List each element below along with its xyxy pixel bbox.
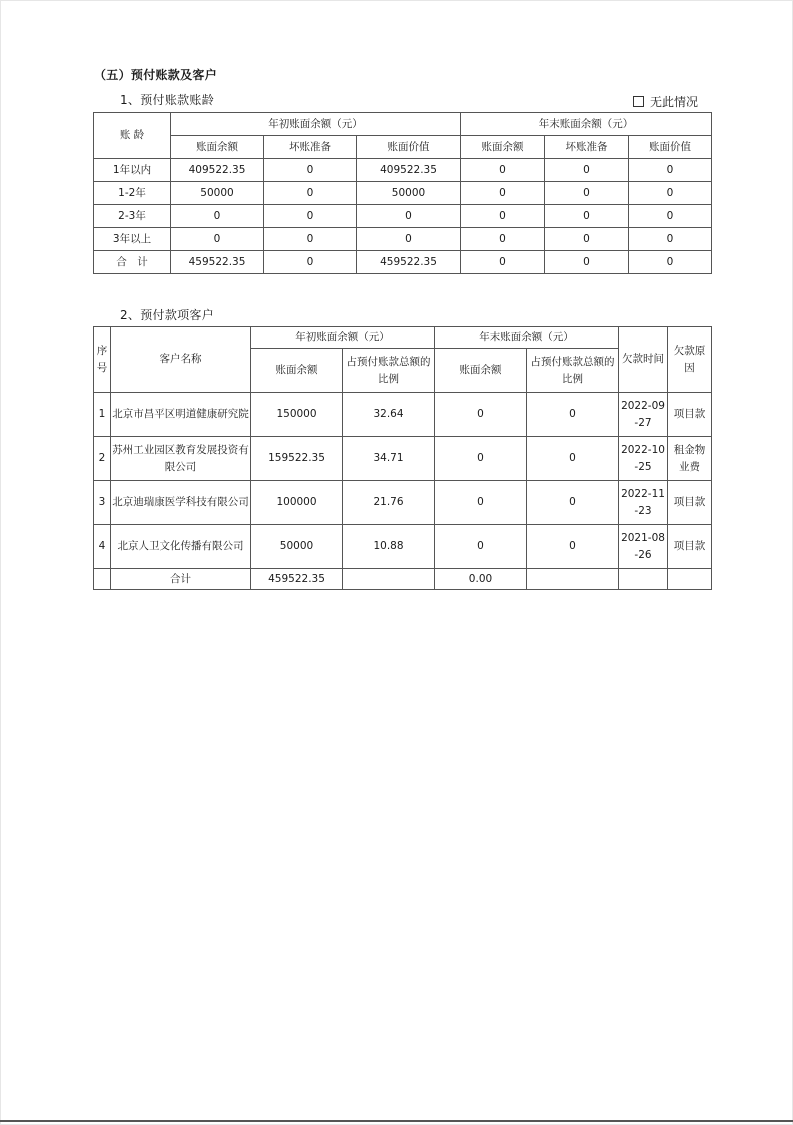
cell: 0 [527,437,619,481]
cell-time: 2022-11-23 [619,481,668,525]
cell: 0 [545,228,629,251]
row-label: 2-3年 [94,205,171,228]
table-row [94,393,712,437]
cell-reason: 项目款 [668,481,712,525]
cell-empty [668,569,712,590]
aging-subtitle: 1、预付账款账龄 [120,93,215,107]
header-end-group: 年末账面余额（元） [435,327,619,349]
cell: 0 [527,481,619,525]
cell-empty [343,569,435,590]
table-row [94,182,712,205]
cell: 21.76 [343,481,435,525]
cell: 10.88 [343,525,435,569]
cell-reason: 租金物业费 [668,437,712,481]
cell: 150000 [251,393,343,437]
row-label: 3年以上 [94,228,171,251]
table-header-row [94,136,712,159]
cell: 0 [545,251,629,274]
cell: 409522.35 [171,159,264,182]
cell: 50000 [251,525,343,569]
cell: 0 [264,182,357,205]
cell-name: 北京人卫文化传播有限公司 [111,525,251,569]
cell-time: 2022-10-25 [619,437,668,481]
cell: 159522.35 [251,437,343,481]
cell-seq: 2 [94,437,111,481]
cell-seq: 4 [94,525,111,569]
cell: 0 [545,205,629,228]
cell-empty [527,569,619,590]
total-end-balance: 0.00 [435,569,527,590]
total-begin-balance: 459522.35 [251,569,343,590]
cell-empty [619,569,668,590]
table-header-row [94,113,712,136]
header-begin-group: 年初账面余额（元） [171,113,461,136]
header-col: 账面价值 [357,136,461,159]
cell: 0 [435,437,527,481]
cell-time: 2022-09-27 [619,393,668,437]
customers-table [93,326,712,590]
header-end-group: 年末账面余额（元） [461,113,712,136]
cell: 459522.35 [171,251,264,274]
cell: 0 [264,159,357,182]
aging-table [93,112,712,274]
cell-name: 北京迪瑞康医学科技有限公司 [111,481,251,525]
cell: 0 [435,525,527,569]
cell: 0 [171,228,264,251]
header-col: 坏账准备 [264,136,357,159]
page-bottom-rule [0,1120,793,1122]
cell-reason: 项目款 [668,525,712,569]
table-header-row [94,327,712,349]
cell: 100000 [251,481,343,525]
cell: 0 [545,182,629,205]
cell-reason: 项目款 [668,393,712,437]
header-col: 坏账准备 [545,136,629,159]
header-ratio: 占预付账款总额的比例 [343,349,435,393]
table-row [94,437,712,481]
cell: 459522.35 [357,251,461,274]
header-ratio: 占预付账款总额的比例 [527,349,619,393]
no-situation-label: 无此情况 [650,95,699,109]
cell: 0 [545,159,629,182]
cell: 34.71 [343,437,435,481]
header-col: 账面余额 [461,136,545,159]
cell: 0 [629,205,712,228]
cell-seq: 1 [94,393,111,437]
header-name: 客户名称 [111,327,251,393]
cell: 409522.35 [357,159,461,182]
header-balance: 账面余额 [435,349,527,393]
row-label: 1年以内 [94,159,171,182]
cell-time: 2021-08-26 [619,525,668,569]
cell: 50000 [171,182,264,205]
cell: 32.64 [343,393,435,437]
cell: 0 [527,393,619,437]
header-reason: 欠款原因 [668,327,712,393]
table-total-row [94,569,712,590]
table-total-row [94,251,712,274]
table-row [94,159,712,182]
cell: 0 [527,525,619,569]
header-balance: 账面余额 [251,349,343,393]
cell: 0 [461,159,545,182]
table-row [94,228,712,251]
checkbox-icon[interactable] [633,96,644,107]
cell: 0 [357,228,461,251]
cell: 0 [435,481,527,525]
cell-seq: 3 [94,481,111,525]
cell-name: 北京市昌平区明道健康研究院 [111,393,251,437]
cell: 0 [461,182,545,205]
header-begin-group: 年初账面余额（元） [251,327,435,349]
cell: 50000 [357,182,461,205]
cell: 0 [357,205,461,228]
total-label: 合计 [111,569,251,590]
cell: 0 [264,205,357,228]
cell-seq-empty [94,569,111,590]
cell: 0 [264,251,357,274]
customers-subtitle: 2、预付款项客户 [120,308,215,322]
cell: 0 [461,205,545,228]
cell: 0 [264,228,357,251]
header-age: 账 龄 [94,113,171,159]
header-time: 欠款时间 [619,327,668,393]
table-row [94,481,712,525]
section-title: （五）预付账款及客户 [94,68,218,82]
header-seq: 序号 [94,327,111,393]
cell: 0 [171,205,264,228]
cell: 0 [461,251,545,274]
table-row [94,205,712,228]
cell-name: 苏州工业园区教育发展投资有限公司 [111,437,251,481]
cell: 0 [629,159,712,182]
row-label: 1-2年 [94,182,171,205]
cell: 0 [435,393,527,437]
row-label: 合 计 [94,251,171,274]
cell: 0 [461,228,545,251]
header-col: 账面价值 [629,136,712,159]
no-situation-option[interactable] [633,93,698,110]
header-col: 账面余额 [171,136,264,159]
cell: 0 [629,228,712,251]
table-row [94,525,712,569]
cell: 0 [629,251,712,274]
cell: 0 [629,182,712,205]
